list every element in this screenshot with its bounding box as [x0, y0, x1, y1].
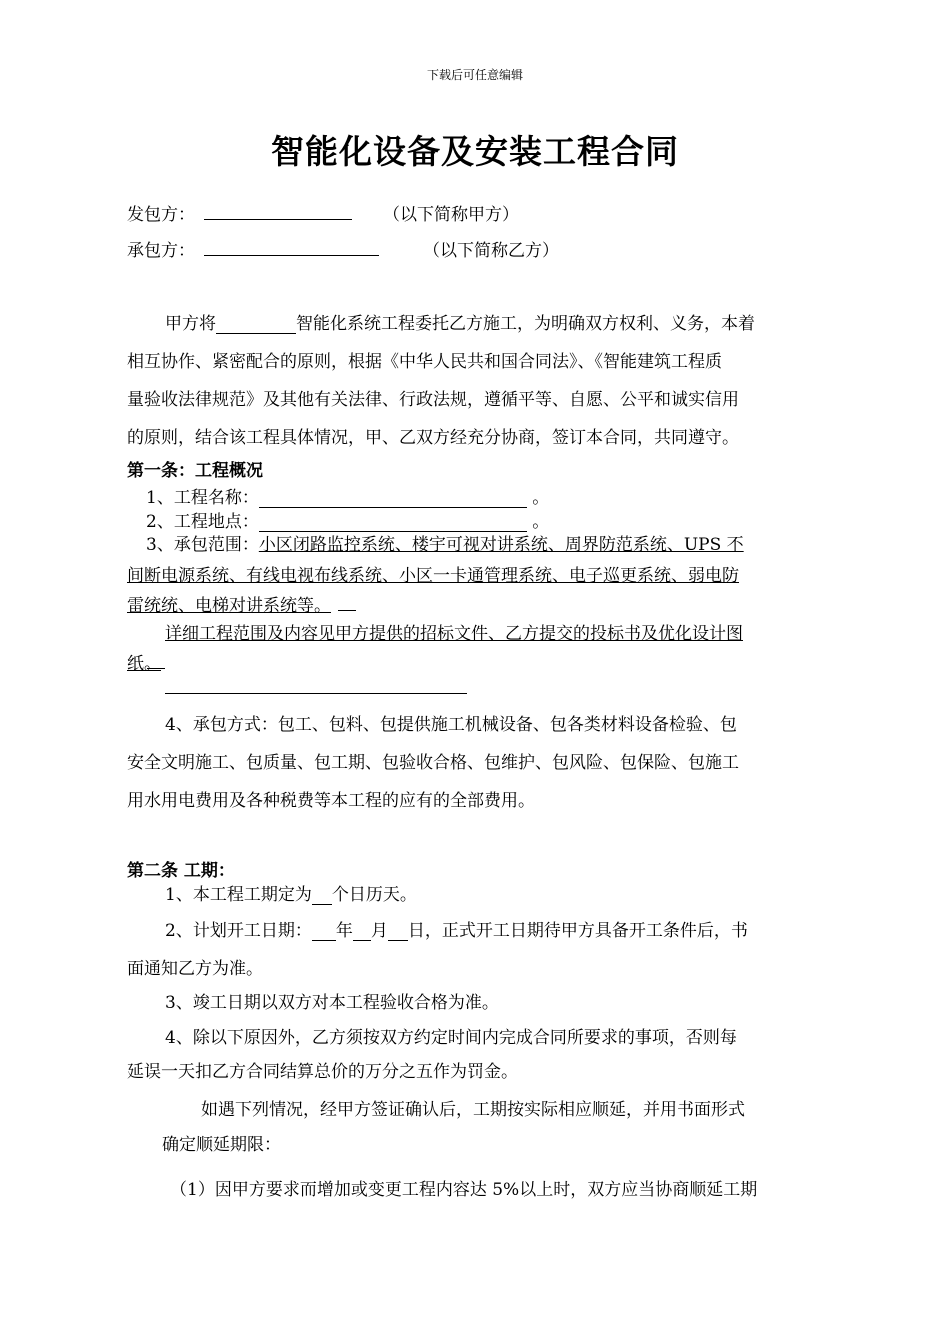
- scope-label: 3、承包范围：: [146, 535, 259, 555]
- duration-label: 1、本工程工期定为: [165, 885, 312, 905]
- scope-line-2: 间断电源系统、有线电视布线系统、小区一卡通管理系统、电子巡更系统、弱电防: [127, 566, 739, 586]
- delay-case-1: （1）因甲方要求而增加或变更工程内容达 5%以上时，双方应当协商顺延工期: [170, 1180, 758, 1200]
- detail-line-1: 详细工程范围及内容见甲方提供的招标文件、乙方提交的投标书及优化设计图: [165, 624, 743, 644]
- start-month-field[interactable]: [353, 922, 371, 941]
- project-location-label: 2、工程地点：: [146, 512, 259, 532]
- item1-end-mark: 。: [532, 488, 550, 508]
- contractor-blank[interactable]: [204, 236, 379, 256]
- project-name-label: 1、工程名称：: [146, 488, 259, 508]
- article1-item1: [146, 483, 549, 508]
- delay-line-1: 如遇下列情况，经甲方签证确认后，工期按实际相应顺延，并用书面形式: [201, 1100, 745, 1120]
- contract-title: 智能化设备及安装工程合同: [271, 132, 679, 171]
- delay-line-2: 确定顺延期限：: [162, 1135, 281, 1155]
- project-name-field[interactable]: [259, 489, 527, 508]
- preamble-line1-rest: 智能化系统工程委托乙方施工，为明确双方权利、义务，本着: [296, 314, 755, 334]
- start-day-field[interactable]: [388, 922, 408, 941]
- detail-extra-blank[interactable]: [165, 674, 467, 694]
- employer-blank[interactable]: [204, 200, 352, 220]
- item2-end-mark: 。: [532, 512, 550, 532]
- article2-heading: 第二条 工期：: [127, 861, 235, 881]
- project-name-blank[interactable]: [216, 315, 296, 334]
- detail-line-2-tail: [147, 649, 165, 669]
- start-date-rest: 日，正式开工日期待甲方具备开工条件后，书: [407, 921, 748, 941]
- contractor-label: 承包方：: [127, 241, 195, 261]
- start-date-label: 2、计划开工日期：: [165, 921, 312, 941]
- article1-item4-line-2: 安全文明施工、包质量、包工期、包验收合格、包维护、包风险、包保险、包施工: [127, 753, 739, 773]
- preamble-line-2: 相互协作、紧密配合的原则，根据《中华人民共和国合同法》、《智能建筑工程质: [127, 352, 722, 372]
- duration-days-field[interactable]: [312, 886, 332, 905]
- article2-item3: 3、竣工日期以双方对本工程验收合格为准。: [165, 993, 499, 1013]
- article2-item1: [165, 880, 417, 905]
- preamble-prefix: 甲方将: [165, 314, 216, 334]
- start-year-field[interactable]: [312, 922, 336, 941]
- scope-line-3-tail: [338, 591, 356, 611]
- article1-item4-line-3: 用水用电费用及各种税费等本工程的应有的全部费用。: [127, 791, 535, 811]
- article2-item2-line-2: 面通知乙方为准。: [127, 959, 263, 979]
- header-note: 下载后可任意编辑: [426, 68, 523, 82]
- article1-item4-line-1: 4、承包方式：包工、包料、包提供施工机械设备、包各类材料设备检验、包: [165, 715, 737, 735]
- scope-line-3: 雷统统、电梯对讲系统等。: [127, 596, 331, 616]
- year-unit: 年: [335, 921, 353, 941]
- detail-line-2: 纸。: [127, 654, 161, 674]
- preamble-line-3: 量验收法律规范》及其他有关法律、行政法规，遵循平等、自愿、公平和诚实信用: [127, 390, 739, 410]
- article2-item4-line-2: 延误一天扣乙方合同结算总价的万分之五作为罚金。: [127, 1062, 518, 1082]
- article1-item2: [146, 507, 549, 532]
- employer-label: 发包方：: [127, 205, 195, 225]
- article1-item3: [146, 530, 744, 555]
- employer-note: （以下简称甲方）: [383, 205, 519, 225]
- contractor-note: （以下简称乙方）: [423, 241, 559, 261]
- scope-line-1: 小区闭路监控系统、楼宇可视对讲系统、周界防范系统、UPS 不: [258, 535, 744, 555]
- article1-heading: 第一条：工程概况: [127, 461, 263, 481]
- article2-item4-line-1: 4、除以下原因外，乙方须按双方约定时间内完成合同所要求的事项，否则每: [165, 1028, 737, 1048]
- article2-item2: [165, 916, 748, 941]
- preamble-line-1: [165, 309, 755, 334]
- preamble-line-4: 的原则，结合该工程具体情况，甲、乙双方经充分协商，签订本合同，共同遵守。: [127, 428, 739, 448]
- duration-suffix: 个日历天。: [331, 885, 417, 905]
- month-unit: 月: [370, 921, 388, 941]
